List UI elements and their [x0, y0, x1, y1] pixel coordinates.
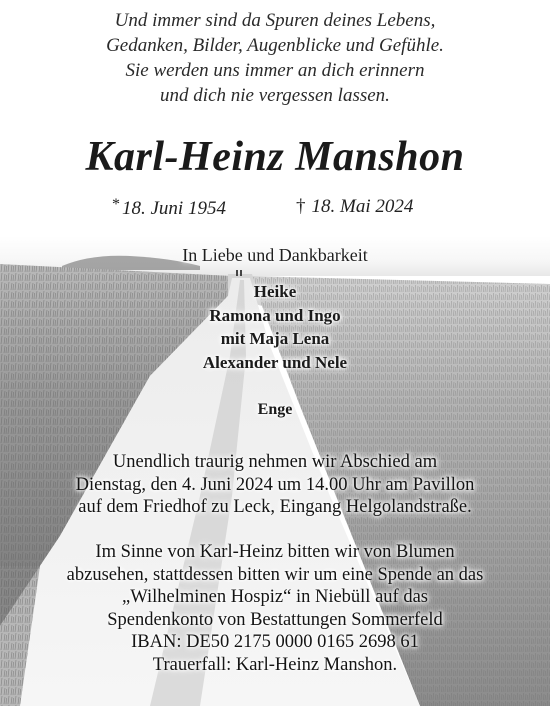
funeral-notice-line: Dienstag, den 4. Juni 2024 um 14.00 Uhr am Pavillon [75, 474, 475, 495]
mourner-name: Heike [253, 282, 297, 301]
mourner-name: Ramona und Ingo [209, 305, 341, 325]
birth-date: 18. Juni 1954 [122, 198, 226, 219]
life-dates [0, 196, 550, 222]
donation-notice-line: Im Sinne von Karl-Heinz bitten wir von Blumen [95, 542, 455, 562]
mourner-name: Alexander und Nele [202, 352, 348, 372]
donation-notice-line: „Wilhelminen Hospiz“ in Niebüll auf das [122, 587, 428, 607]
intro-text: In Liebe und Dankbarkeit [182, 245, 368, 265]
iban-line: IBAN: DE50 2175 0000 0165 2698 61 [131, 632, 419, 652]
funeral-notice-line: Unendlich traurig nehmen wir Abschied am [112, 452, 438, 472]
place-name: Enge [257, 401, 293, 418]
death-date: 18. Mai 2024 [311, 196, 414, 217]
mourner-name: mit Maja Lena [220, 329, 330, 348]
death-cross-icon: † [296, 196, 306, 217]
funeral-notice-line: auf dem Friedhof zu Leck, Eingang Helgolandstraße. [78, 497, 472, 517]
deceased-name: Karl-Heinz Manshon [85, 134, 465, 180]
donation-notice-line: Spendenkonto von Bestattungen Sommerfeld [107, 609, 443, 630]
poem-line: Gedanken, Bilder, Augenblicke und Gefühle. [106, 35, 444, 56]
mourners-list [0, 280, 550, 374]
poem-line: Sie werden uns immer an dich erinnern [125, 60, 425, 81]
poem-line: und dich nie vergessen lassen. [160, 85, 390, 106]
funeral-notice [0, 451, 550, 519]
donation-notice [0, 541, 550, 676]
birth-date-group [112, 196, 226, 220]
memorial-poem [0, 8, 550, 108]
death-date-group [296, 196, 413, 218]
donation-notice-line: abzusehen, stattdessen bitten wir um eine Spende an das [66, 564, 484, 585]
birth-star-icon: * [112, 196, 120, 213]
donation-notice-line: Trauerfall: Karl-Heinz Manshon. [152, 654, 398, 675]
poem-line: Und immer sind da Spuren deines Lebens, [114, 10, 436, 31]
